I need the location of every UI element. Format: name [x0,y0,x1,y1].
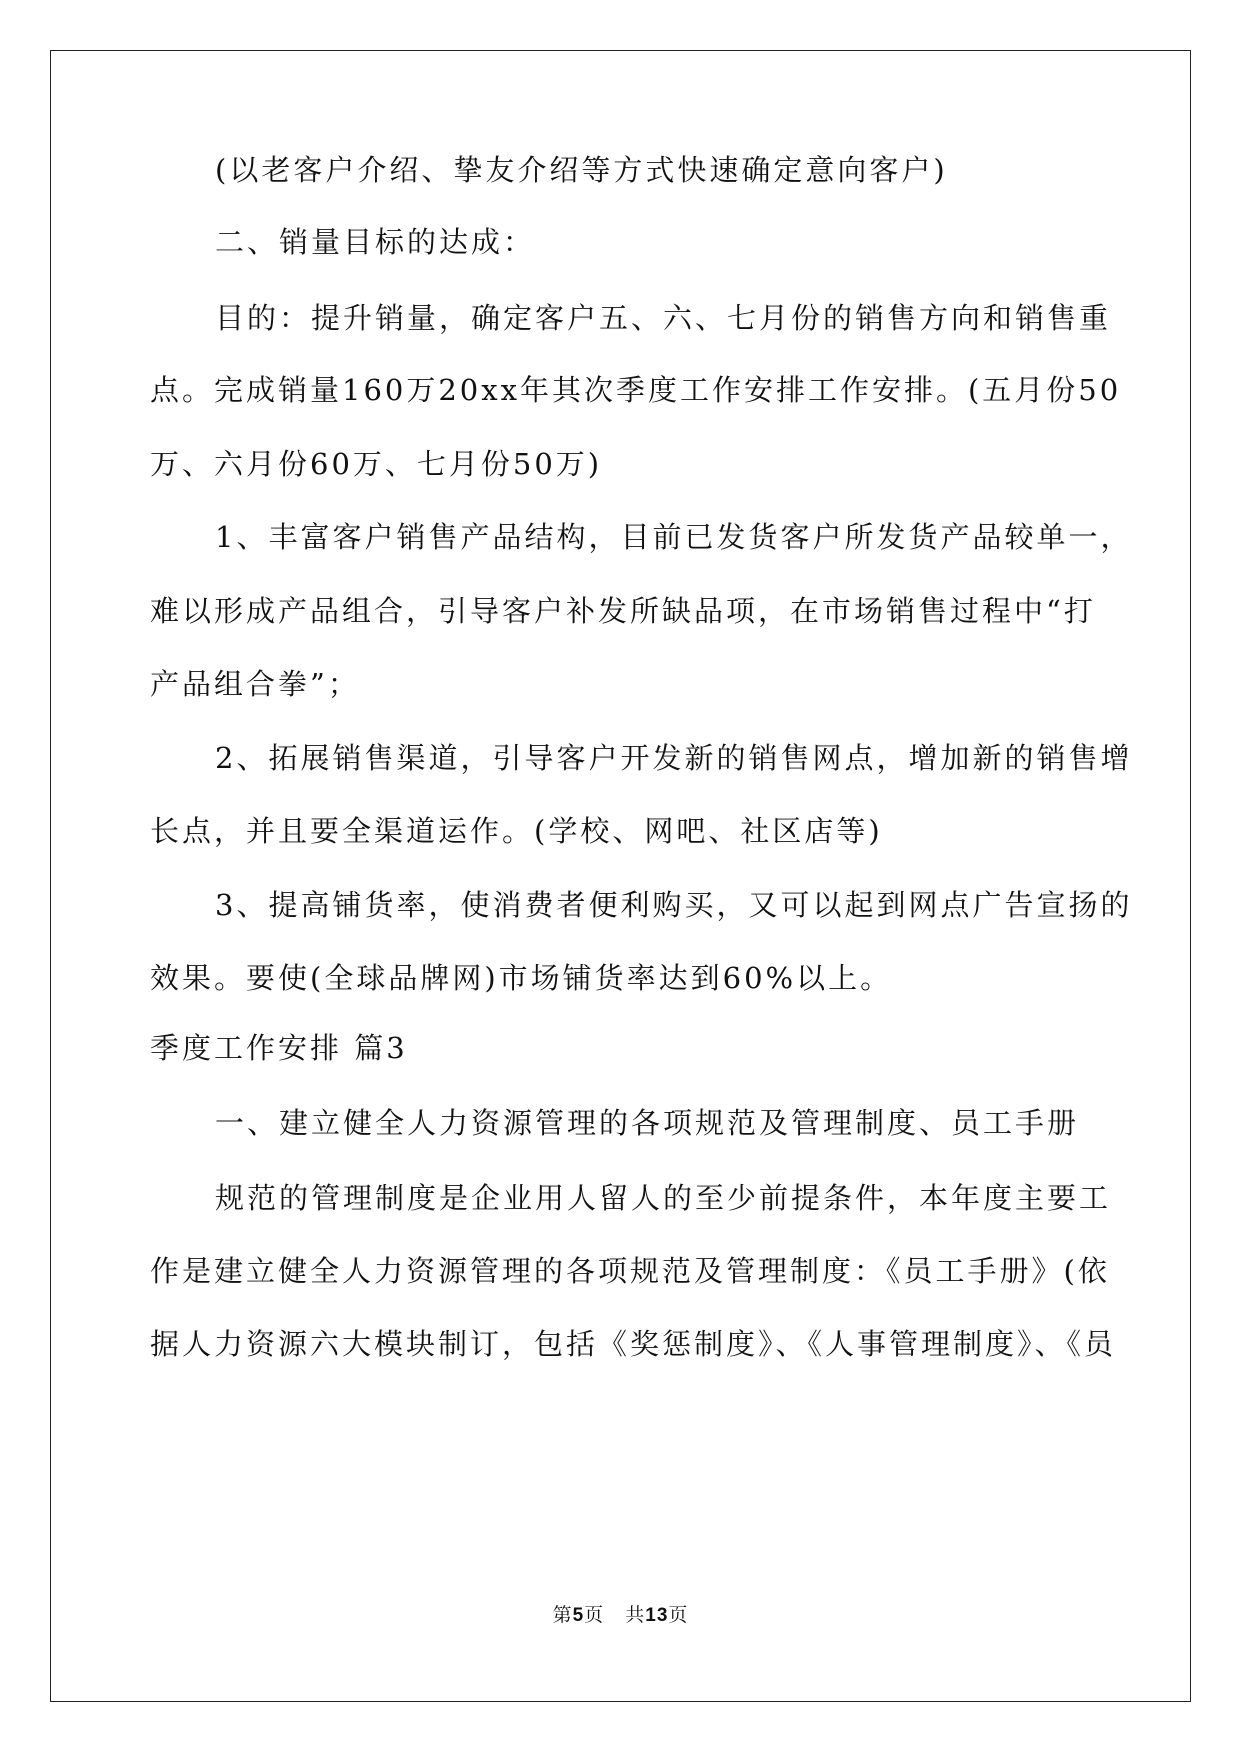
page-prefix: 第 [552,1604,573,1626]
paragraph-line: 点。完成销量160万20xx年其次季度工作安排工作安排。(五月份50 [150,373,1122,407]
paragraph-line: 规范的管理制度是企业用人留人的至少前提条件，本年度主要工 [215,1181,1112,1215]
paragraph-line: 效果。要使(全球品牌网)市场铺货率达到60%以上。 [150,961,893,995]
paragraph-line: 据人力资源六大模块制订，包括《奖惩制度》、《人事管理制度》、《员 [150,1327,1117,1361]
section-heading: 一、建立健全人力资源管理的各项规范及管理制度、员工手册 [215,1106,1080,1140]
page-number: 5 [572,1605,585,1626]
page-separator: 页 共 [584,1604,646,1626]
total-pages: 13 [645,1605,669,1626]
paragraph-line: 长点，并且要全渠道运作。(学校、网吧、社区店等) [150,814,883,848]
paragraph-line: (以老客户介绍、挚友介绍等方式快速确定意向客户) [215,153,948,187]
paragraph-line: 产品组合拳”； [150,667,360,701]
paragraph-line: 作是建立健全人力资源管理的各项规范及管理制度：《员工手册》(依 [150,1254,1110,1288]
paragraph-line: 1、丰富客户销售产品结构，目前已发货客户所发货产品较单一， [215,520,1133,554]
article-title: 季度工作安排 篇3 [150,1031,408,1065]
paragraph-line: 难以形成产品组合，引导客户补发所缺品项，在市场销售过程中“打 [150,594,1096,628]
paragraph-line: 2、拓展销售渠道，引导客户开发新的销售网点，增加新的销售增 [215,741,1133,775]
section-heading: 二、销量目标的达成： [215,225,536,259]
page-footer [0,1603,1241,1628]
paragraph-line: 万、六月份60万、七月份50万) [150,447,603,481]
paragraph-line: 目的：提升销量，确定客户五、六、七月份的销售方向和销售重 [215,301,1112,335]
page-suffix: 页 [668,1604,689,1626]
paragraph-line: 3、提高铺货率，使消费者便利购买，又可以起到网点广告宣扬的 [215,888,1133,922]
